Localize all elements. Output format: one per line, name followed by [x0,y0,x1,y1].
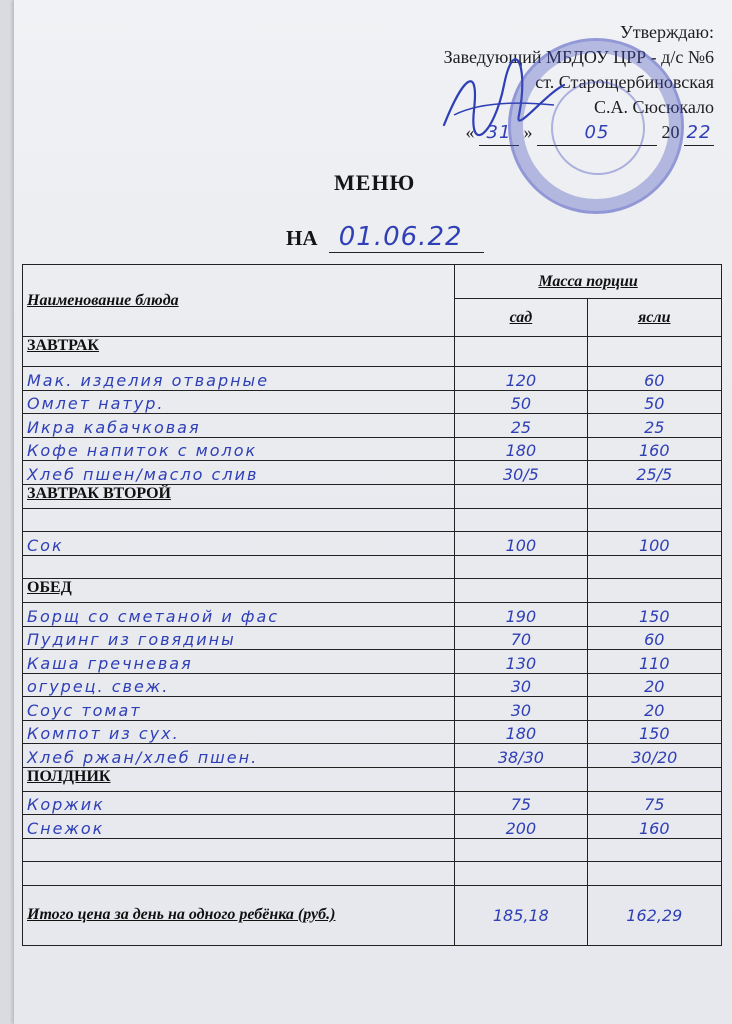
section-title: ЗАВТРАК ВТОРОЙ [23,484,455,508]
dish-name: Мак. изделия отварные [23,367,455,391]
header-dish-name: Наименование блюда [23,265,455,337]
section-title: ПОЛДНИК [23,767,455,791]
portion-sad: 180 [455,437,587,461]
portion-yasli: 50 [587,390,721,414]
table-row [23,744,722,768]
date-quote-open: « [465,122,475,142]
table-row [23,673,722,697]
dish-name: Коржик [23,791,455,815]
portion-sad: 190 [455,603,587,627]
section-empty-cell [455,484,587,508]
table-row [23,437,722,461]
portion-yasli: 25/5 [587,461,721,485]
portion-yasli [587,862,721,886]
total-sad: 185,18 [455,885,587,945]
table-row [23,532,722,556]
date-day: 31 [479,120,519,146]
dish-name: Соус томат [23,697,455,721]
document-sheet [14,0,732,1024]
portion-sad: 30/5 [455,461,587,485]
portion-yasli: 20 [587,673,721,697]
portion-yasli: 150 [587,603,721,627]
table-row [23,791,722,815]
portion-yasli: 25 [587,414,721,438]
menu-date-value: 01.06.22 [329,222,484,253]
table-row [23,838,722,862]
table-row [23,815,722,839]
dish-name [23,862,455,886]
portion-sad: 75 [455,791,587,815]
dish-name: Пудинг из говядины [23,626,455,650]
portion-sad: 200 [455,815,587,839]
portion-yasli: 100 [587,532,721,556]
portion-yasli: 160 [587,815,721,839]
header-portion-mass: Масса порции [455,265,722,299]
dish-name: Омлет натур. [23,390,455,414]
table-row [23,697,722,721]
menu-table [22,264,722,946]
dish-name: огурец. свеж. [23,673,455,697]
portion-yasli: 150 [587,720,721,744]
section-empty-cell [455,767,587,791]
menu-date-label: НА [286,226,318,250]
menu-date-line [286,222,484,253]
portion-sad: 180 [455,720,587,744]
portion-yasli: 110 [587,650,721,674]
approval-title: Утверждаю: [619,22,714,42]
dish-name: Сок [23,532,455,556]
table-row [23,414,722,438]
approval-location: ст. Старощербиновская [535,72,714,92]
portion-sad [455,555,587,579]
portion-yasli [587,555,721,579]
table-row [23,603,722,627]
dish-name: Снежок [23,815,455,839]
portion-sad: 50 [455,390,587,414]
approval-name: С.А. Сюсюкало [594,97,714,117]
header-yasli: ясли [587,299,721,337]
portion-yasli [587,508,721,532]
table-row [23,626,722,650]
portion-sad [455,838,587,862]
approval-position: Заведующий МБДОУ ЦРР - д/с №6 [443,47,714,67]
portion-yasli: 60 [587,626,721,650]
page-title: МЕНЮ [334,170,416,195]
dish-name: Компот из сух. [23,720,455,744]
section-empty-cell [587,767,721,791]
dish-name: Борщ со сметаной и фас [23,603,455,627]
portion-yasli: 60 [587,367,721,391]
dish-name: Каша гречневая [23,650,455,674]
section-empty-cell [587,337,721,367]
dish-name [23,555,455,579]
table-row [23,390,722,414]
portion-sad: 100 [455,532,587,556]
portion-sad: 30 [455,697,587,721]
portion-yasli: 160 [587,437,721,461]
portion-sad: 38/30 [455,744,587,768]
dish-name [23,508,455,532]
total-yasli: 162,29 [587,885,721,945]
date-year-prefix: 20 [661,122,680,142]
portion-sad: 25 [455,414,587,438]
table-row [23,508,722,532]
section-empty-cell [455,579,587,603]
portion-sad [455,862,587,886]
section-title: ЗАВТРАК [23,337,455,367]
section-empty-cell [455,337,587,367]
portion-sad: 70 [455,626,587,650]
date-year: 22 [684,120,714,146]
section-empty-cell [587,579,721,603]
portion-sad: 30 [455,673,587,697]
portion-yasli: 75 [587,791,721,815]
dish-name: Икра кабачковая [23,414,455,438]
table-row [23,367,722,391]
table-row [23,720,722,744]
dish-name [23,838,455,862]
stamp-seal-icon [508,38,684,214]
section-empty-cell [587,484,721,508]
table-row [23,862,722,886]
portion-sad [455,508,587,532]
dish-name: Хлеб пшен/масло слив [23,461,455,485]
header-sad: сад [455,299,587,337]
total-label: Итого цена за день на одного ребёнка (руб.) [23,885,455,945]
table-row [23,650,722,674]
table-row [23,555,722,579]
portion-yasli [587,838,721,862]
portion-yasli: 30/20 [587,744,721,768]
dish-name: Кофе напиток с молок [23,437,455,461]
stamp-inner-ring [551,81,645,175]
portion-yasli: 20 [587,697,721,721]
table-row [23,461,722,485]
section-title: ОБЕД [23,579,455,603]
dish-name: Хлеб ржан/хлеб пшен. [23,744,455,768]
date-quote-close: » [523,122,533,142]
portion-sad: 130 [455,650,587,674]
date-month: 05 [537,120,657,146]
portion-sad: 120 [455,367,587,391]
